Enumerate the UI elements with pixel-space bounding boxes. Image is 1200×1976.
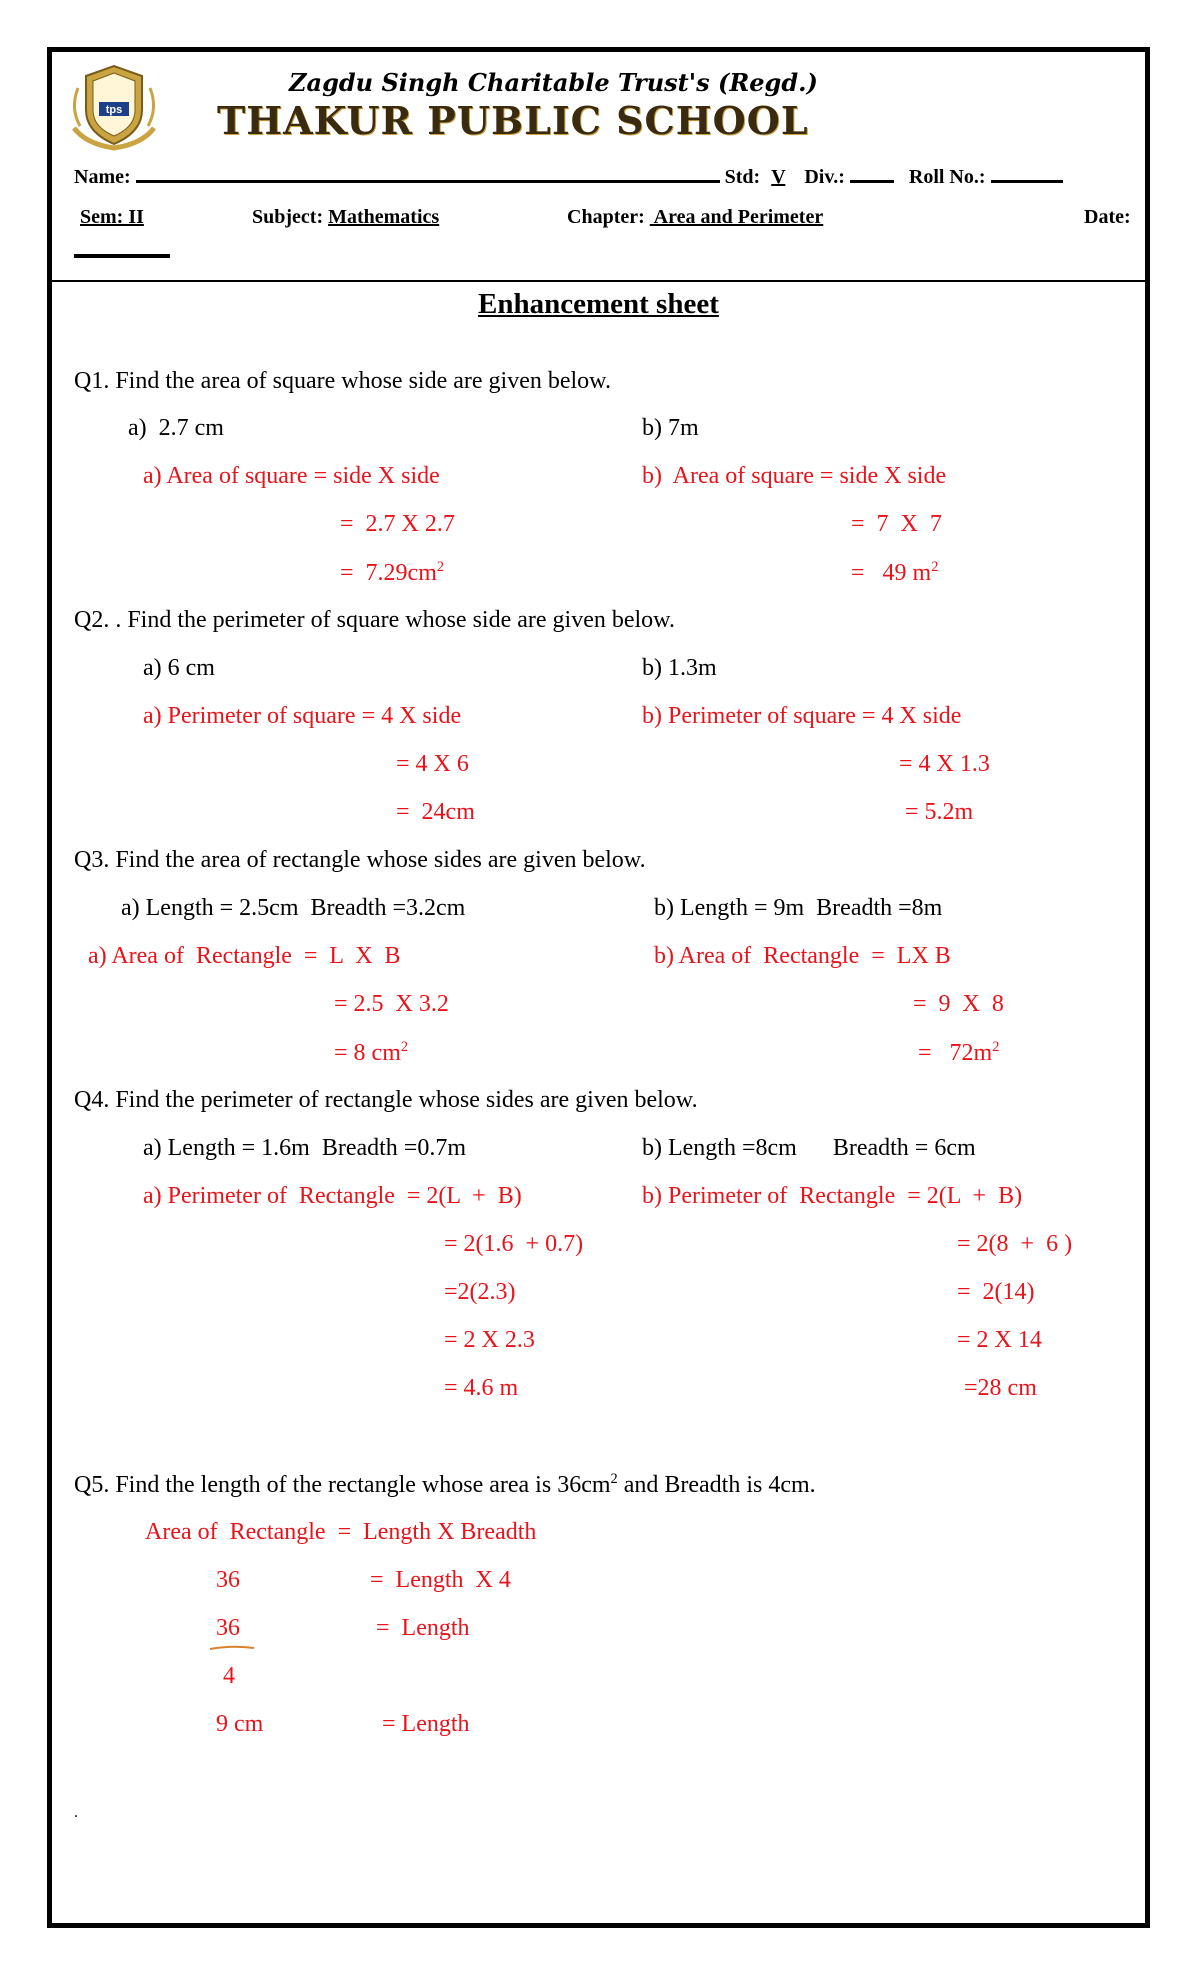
subject-field: [252, 206, 439, 229]
q1-a-line1: a) Area of square = side X side: [143, 463, 440, 489]
header-row-1: [74, 166, 1063, 189]
q4-a-line4: = 2 X 2.3: [444, 1327, 535, 1353]
q5-line5-right: = Length: [382, 1711, 470, 1737]
sem-value: Sem: II: [80, 206, 144, 228]
q1-b-line1: b) Area of square = side X side: [642, 463, 947, 489]
q5-line3-right: = Length: [376, 1615, 470, 1641]
sheet-title: Enhancement sheet: [478, 288, 719, 320]
q1-b-line3: = 49 $m^2$: [851, 559, 939, 586]
chapter-value: Area and Perimeter: [649, 206, 824, 228]
q1-question: Q1. Find the area of square whose side are given below.: [74, 368, 611, 394]
footer-mark: .: [74, 1804, 78, 1821]
school-logo-icon: [66, 58, 162, 154]
q5-line2-left: 36: [216, 1567, 240, 1593]
std-label: Std:: [724, 166, 761, 188]
q5-line2-right: = Length X 4: [370, 1567, 511, 1593]
header-divider: [52, 280, 1145, 282]
roll-label: Roll No.:: [908, 166, 986, 188]
q1-a-line2: = 2.7 X 2.7: [340, 511, 455, 537]
q4-b-given: b) Length =8cm Breadth = 6cm: [642, 1135, 976, 1161]
q1-b-line2: = 7 X 7: [851, 511, 942, 537]
q4-b-line5: =28 cm: [964, 1375, 1037, 1401]
q4-a-line3: =2(2.3): [444, 1279, 516, 1305]
q2-b-line3: = 5.2m: [905, 799, 974, 825]
q2-b-line2: = 4 X 1.3: [899, 751, 990, 777]
name-label: Name:: [74, 166, 131, 188]
roll-blank[interactable]: [991, 180, 1063, 183]
worksheet-page: [47, 47, 1150, 1928]
trust-name: Zagdu Singh Charitable Trust's (Regd.): [289, 68, 818, 97]
q4-b-line1: b) Perimeter of Rectangle = 2(L + B): [642, 1183, 1023, 1209]
q4-a-line2: = 2(1.6 + 0.7): [444, 1231, 584, 1257]
q3-b-line3: = $72m^2$: [918, 1039, 1000, 1066]
q4-a-given: a) Length = 1.6m Breadth =0.7m: [143, 1135, 467, 1161]
logo-text: tps: [105, 104, 123, 116]
q3-a-given: a) Length = 2.5cm Breadth =3.2cm: [121, 895, 466, 921]
q2-a-line1: a) Perimeter of square = 4 X side: [143, 703, 462, 729]
q2-a-line2: = 4 X 6: [396, 751, 469, 777]
q1-a-line3: = $7.29cm^2$: [340, 559, 445, 586]
q4-b-line3: = 2(14): [957, 1279, 1035, 1305]
q5-question: Q5. Find the length of the rectangle whose area is $36cm^2$ and Breadth is 4cm.: [74, 1471, 816, 1498]
q3-a-line3: = 8 $cm^2$: [334, 1039, 409, 1066]
q4-a-line1: a) Perimeter of Rectangle = 2(L + B): [143, 1183, 522, 1209]
q3-b-line1: b) Area of Rectangle = LX B: [654, 943, 951, 969]
q1-a-given: a) 2.7 cm: [128, 415, 224, 441]
div-blank[interactable]: [850, 180, 894, 183]
q4-question: Q4. Find the perimeter of rectangle whose sides are given below.: [74, 1087, 698, 1113]
chapter-field: [567, 206, 823, 229]
std-value: V: [771, 166, 786, 188]
q2-question: Q2. . Find the perimeter of square whose side are given below.: [74, 607, 675, 633]
q4-b-line2: = 2(8 + 6 ): [957, 1231, 1073, 1257]
date-blank[interactable]: [74, 254, 170, 258]
q3-a-line2: = 2.5 X 3.2: [334, 991, 449, 1017]
q4-b-line4: = 2 X 14: [957, 1327, 1042, 1353]
q2-a-line3: = 24cm: [396, 799, 475, 825]
q1-b-given: b) 7m: [642, 415, 699, 441]
q5-line1: Area of Rectangle = Length X Breadth: [145, 1519, 537, 1545]
fraction-bar: [208, 1643, 256, 1653]
q2-b-given: b) 1.3m: [642, 655, 717, 681]
q2-b-line1: b) Perimeter of square = 4 X side: [642, 703, 962, 729]
q3-b-line2: = 9 X 8: [913, 991, 1004, 1017]
subject-value: Mathematics: [328, 206, 440, 228]
q3-b-given: b) Length = 9m Breadth =8m: [654, 895, 943, 921]
q3-a-line1: a) Area of Rectangle = L X B: [88, 943, 401, 969]
q2-a-given: a) 6 cm: [143, 655, 215, 681]
date-label: Date:: [1084, 206, 1131, 228]
q5-line5-left: 9 cm: [216, 1711, 264, 1737]
chapter-label: Chapter:: [567, 206, 645, 228]
q5-line4-left: 4: [223, 1663, 235, 1689]
q4-a-line5: = 4.6 m: [444, 1375, 519, 1401]
subject-label: Subject:: [252, 206, 324, 228]
name-blank[interactable]: [136, 180, 720, 183]
div-label: Div.:: [804, 166, 845, 188]
school-name: THAKUR PUBLIC SCHOOL: [217, 98, 809, 143]
q5-line3-left: 36: [216, 1615, 240, 1641]
q3-question: Q3. Find the area of rectangle whose sides are given below.: [74, 847, 646, 873]
